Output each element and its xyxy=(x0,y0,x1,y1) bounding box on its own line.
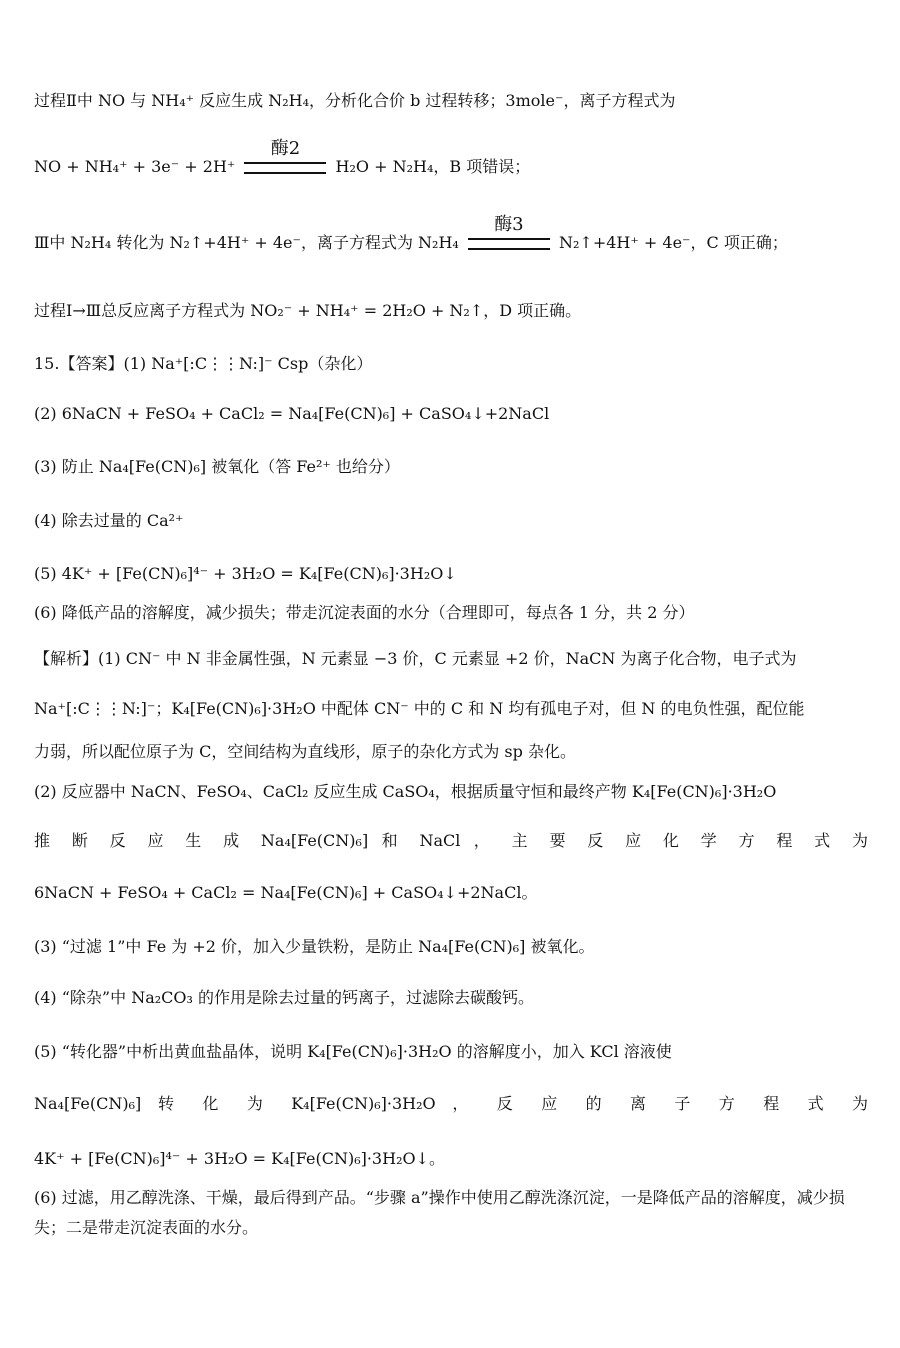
equation-line-02 xyxy=(34,137,868,178)
answer-3: (3) 防止 Na₄[Fe(CN)₆] 被氧化（答 Fe²⁺ 也给分） xyxy=(34,457,400,476)
analysis-2a: (2) 反应器中 NaCN、FeSO₄、CaCl₂ 反应生成 CaSO₄，根据质量守恒和最终产物 K₄[Fe(CN)₆]·3H₂O xyxy=(34,782,777,801)
text-line-04: 过程Ⅰ→Ⅲ总反应离子方程式为 NO₂⁻ + NH₄⁺ = 2H₂O + N₂↑，D 项正确。 xyxy=(34,301,582,320)
equation-line-03 xyxy=(34,213,868,254)
enzyme-label: 酶2 xyxy=(270,137,301,159)
answer-2: (2) 6NaCN + FeSO₄ + CaCl₂ = Na₄[Fe(CN)₆] + CaSO₄↓+2NaCl xyxy=(34,404,550,423)
analysis-2c: 6NaCN + FeSO₄ + CaCl₂ = Na₄[Fe(CN)₆] + CaSO₄↓+2NaCl。 xyxy=(34,883,538,902)
answer-5: (5) 4K⁺ + [Fe(CN)₆]⁴⁻ + 3H₂O = K₄[Fe(CN)₆]·3H₂O↓ xyxy=(34,564,457,583)
analysis-5a: (5) “转化器”中析出黄血盐晶体，说明 K₄[Fe(CN)₆]·3H₂O 的溶解度小，加入 KCl 溶液使 xyxy=(34,1042,672,1061)
enzyme-label: 酶3 xyxy=(494,213,524,235)
equation-right: N₂↑+4H⁺ + 4e⁻，C 项正确； xyxy=(559,233,788,252)
analysis-1b: Na⁺[:C⋮⋮N:]⁻；K₄[Fe(CN)₆]·3H₂O 中配体 CN⁻ 中的 C 和 N 均有孤电子对，但 N 的电负性强，配位能 xyxy=(34,699,805,718)
equation-left: Ⅲ中 N₂H₄ 转化为 N₂↑+4H⁺ + 4e⁻，离子方程式为 N₂H₄ xyxy=(34,233,459,252)
analysis-5b: Na₄[Fe(CN)₆] 转 化 为 K₄[Fe(CN)₆]·3H₂O ， 反 应 的 离 子 方 程 式 为 xyxy=(34,1094,868,1113)
text-line-01: 过程Ⅱ中 NO 与 NH₄⁺ 反应生成 N₂H₄，分析化合价 b 过程转移；3mole⁻，离子方程式为 xyxy=(34,91,676,110)
analysis-4: (4) “除杂”中 Na₂CO₃ 的作用是除去过量的钙离子，过滤除去碳酸钙。 xyxy=(34,988,535,1007)
answer-6: (6) 降低产品的溶解度，减少损失；带走沉淀表面的水分（合理即可，每点各 1 分，共 2 分） xyxy=(34,603,695,622)
answer-4: (4) 除去过量的 Ca²⁺ xyxy=(34,511,184,530)
analysis-1a: 【解析】(1) CN⁻ 中 N 非金属性强，N 元素显 −3 价，C 元素显 +2 价，NaCN 为离子化合物，电子式为 xyxy=(34,649,797,668)
analysis-1c: 力弱，所以配位原子为 C，空间结构为直线形，原子的杂化方式为 sp 杂化。 xyxy=(34,742,576,761)
reaction-arrow xyxy=(468,213,550,250)
answer-heading: 15.【答案】(1) Na⁺[:C⋮⋮N:]⁻ Csp（杂化） xyxy=(34,354,373,373)
analysis-3: (3) “过滤 1”中 Fe 为 +2 价，加入少量铁粉，是防止 Na₄[Fe(CN)₆] 被氧化。 xyxy=(34,937,595,956)
analysis-5c: 4K⁺ + [Fe(CN)₆]⁴⁻ + 3H₂O = K₄[Fe(CN)₆]·3H₂O↓。 xyxy=(34,1149,446,1168)
analysis-6: (6) 过滤，用乙醇洗涤、干燥，最后得到产品。“步骤 a”操作中使用乙醇洗涤沉淀，一是降低产品的溶解度，减少损失；二是带走沉淀表面的水分。 xyxy=(34,1188,845,1237)
analysis-2b: 推 断 反 应 生 成 Na₄[Fe(CN)₆] 和 NaCl ， 主 要 反 应 化 学 方 程 式 为 xyxy=(34,831,868,850)
reaction-arrow xyxy=(244,137,326,174)
equation-right: H₂O + N₂H₄，B 项错误； xyxy=(335,157,531,176)
equation-left: NO + NH₄⁺ + 3e⁻ + 2H⁺ xyxy=(34,157,236,176)
